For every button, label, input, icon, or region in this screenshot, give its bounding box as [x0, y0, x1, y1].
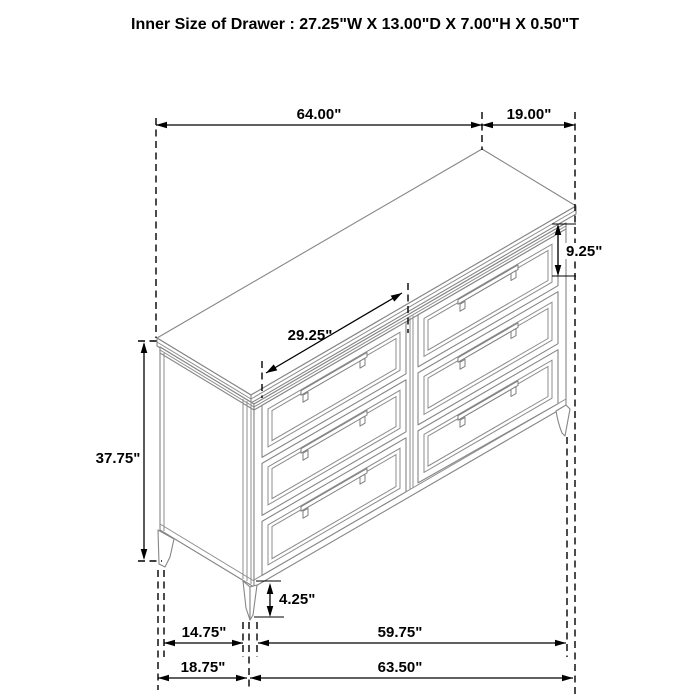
- dim-base-left-leg-span-label: 14.75": [181, 624, 227, 641]
- dim-base-left-width-label: 18.75": [180, 659, 226, 676]
- dim-leg-height-label: 4.25": [279, 591, 316, 608]
- dim-base-width-label: 63.50": [377, 659, 423, 676]
- dim-top-length-label: 64.00": [296, 106, 342, 123]
- dim-overall-height-label: 37.75": [95, 450, 141, 467]
- dim-base-leg-span-label: 59.75": [377, 624, 423, 641]
- dim-drawer-front-width-label: 29.25": [287, 327, 333, 344]
- dim-top-depth-label: 19.00": [506, 106, 552, 123]
- page-title: Inner Size of Drawer : 27.25"W X 13.00"D X 7.00"H X 0.50"T: [131, 16, 580, 33]
- dim-top-drawer-height-label: 9.25": [566, 243, 603, 260]
